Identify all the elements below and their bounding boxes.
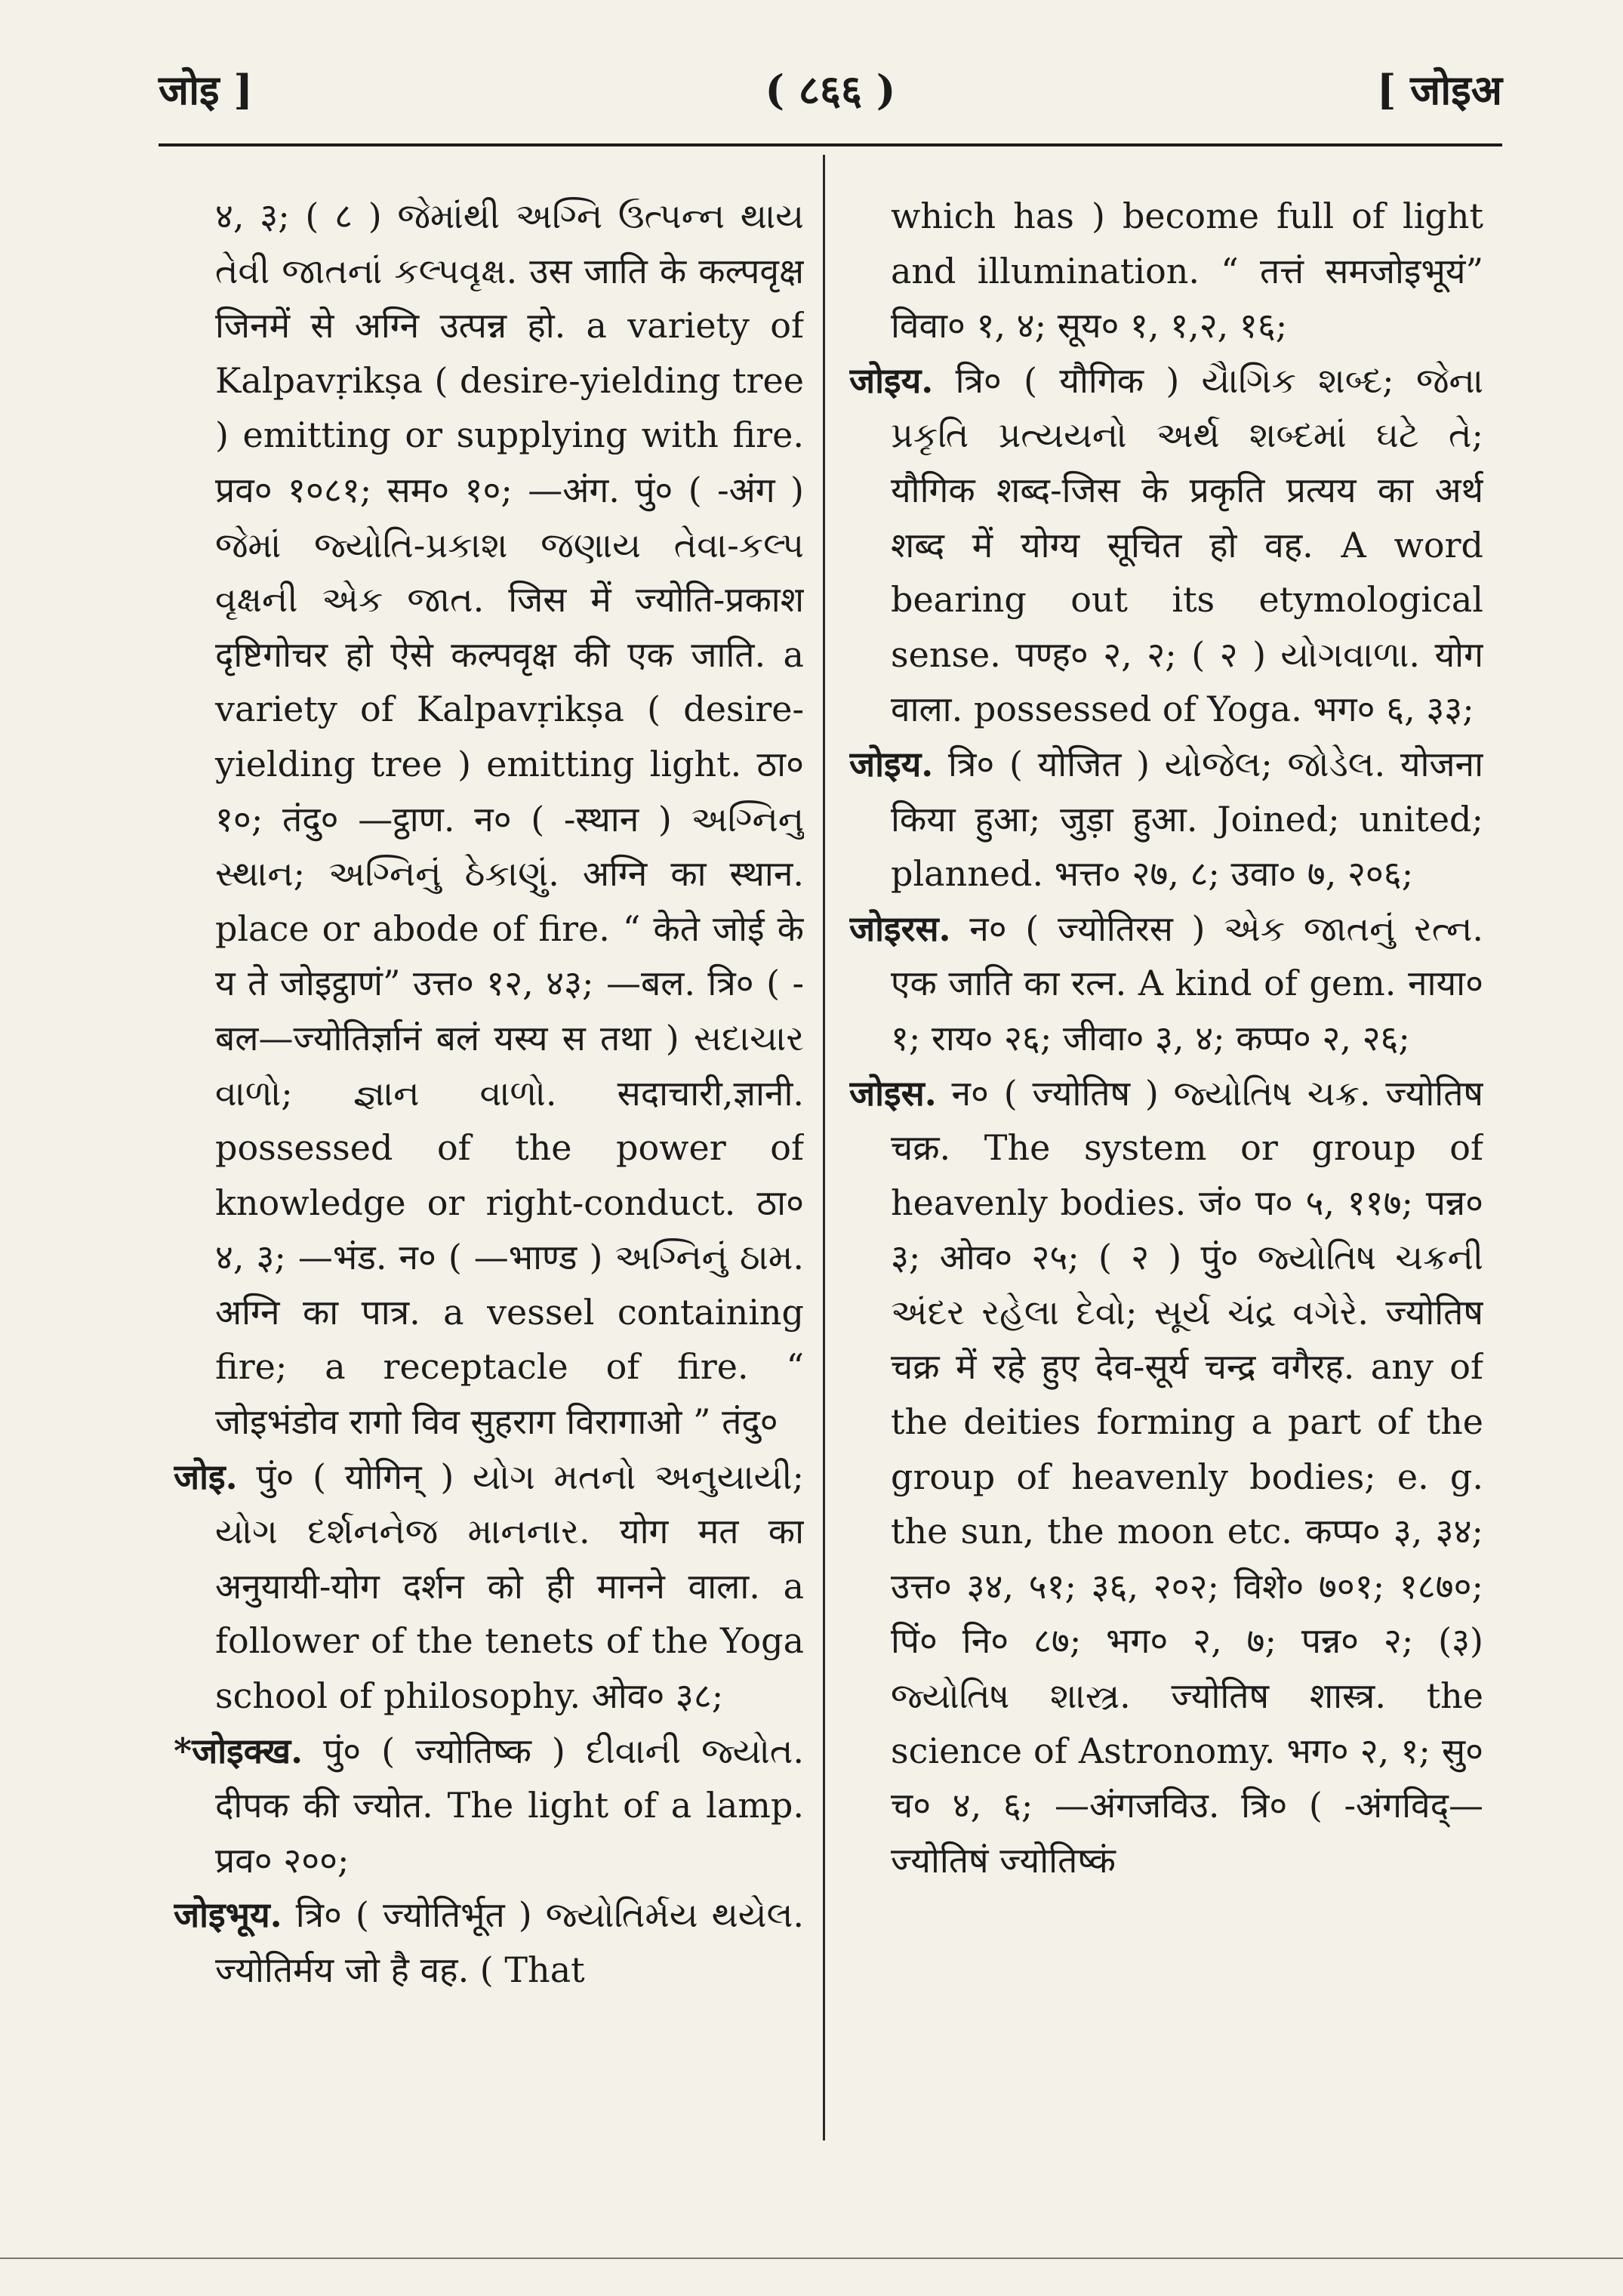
- dictionary-entry: [174, 1888, 804, 1997]
- footer-rule: [0, 2257, 1623, 2259]
- running-header: [159, 53, 1502, 128]
- dictionary-entry: [849, 737, 1483, 901]
- dictionary-entry: [849, 353, 1483, 737]
- entry-text: न० ( ज्योतिष ) જ્યોતિષ ચક્ર. ज्योतिष चक्र. The system or group of heavenly bodies. जं० प० ५, ११७; पन्न० ३; ओव० २५; ( २ ) पुं० જ્યોતિષ ચક્રની અંદર રહેલા દેવો; સૂર્ય ચંદ્ર વગેરે. ज्योतिष चक्र में रहे हुए देव-सूर्य चन्द्र वगैरह. any of the deities forming a part of the group of heavenly bodies; e. g. the sun, the moon etc. कप्प० ३, ३४; उत्त० ३४, ५१; ३६, २०२; विशे० ७०१; १८७०; पिं० नि० ८७; भग० २, ७; पन्न० २; (३) જ્યોતિષ શાસ્ત્ર. ज्योतिष शास्त्र. the science of Astronomy. भग० २, १; सु० च० ४, ६; —अंगजविउ. त्रि० ( -अंगविद्—ज्योतिषं ज्योतिष्कं: [891, 1072, 1483, 1881]
- dictionary-entry: [849, 189, 1483, 353]
- entry-headword: जोइक्ख.: [192, 1730, 303, 1771]
- left-guide-word: जोइ ]: [159, 66, 253, 114]
- dictionary-entry: [849, 901, 1483, 1066]
- entry-text: त्रि० ( यौगिक ) યૈાગિક શબ્દ; જેના પ્રકૃતિ પ્રત્યયનો અર્થ શબ્દમાં ઘટે તે; यौगिक शब्द-जिस के प्रकृति प्रत्यय का अर्थ शब्द में योग्य सूचित हो वह. A word bearing out its etymological sense. पण्ह० २, २; ( २ ) યોગવાળા. योग वाला. possessed of Yoga. भग० ६, ३३;: [891, 359, 1483, 730]
- entry-headword: जोइरस.: [849, 908, 951, 949]
- entry-headword: जोइय.: [849, 359, 934, 401]
- right-column: [849, 189, 1483, 2167]
- column-divider: [823, 155, 825, 2140]
- entry-headword: जोइय.: [849, 743, 934, 784]
- page-number: ( ८६६ ): [765, 66, 896, 114]
- entry-headword: जोइभूय.: [174, 1894, 282, 1936]
- entry-text: त्रि० ( ज्योतिर्भूत ) જ્યોતિર્મય થયેલ. ज्योतिर्मय जो है वह. ( That: [215, 1894, 804, 1990]
- entry-text: न० ( ज्योतिरस ) એક જાતનું રત્ન. एक जाति का रत्न. A kind of gem. नाया० १; राय० २६; जीवा० ३, ४; कप्प० २, २६;: [891, 908, 1483, 1059]
- entry-headword: जोइ.: [174, 1456, 238, 1497]
- right-guide-word: [ जोइअ: [1376, 66, 1502, 114]
- entry-text: ४, ३; ( ८ ) જેમાંથી અગ્નિ ઉત્પન્ન થાય તેવી જાતનાં કલ્પવૃક્ષ. उस जाति के कल्पवृक्ष जिनमें से अग्नि उत्पन्न हो. a variety of Kalpavṛikṣa ( desire-yielding tree ) emitting or supplying with fire. प्रव० १०८१; सम० १०; —अंग. पुं० ( -अंग ) જેમાં જ્યોતિ-પ્રકાશ જણાય તેવા-કલ્પ વૃક્ષની એક જાત. जिस में ज्योति-प्रकाश दृष्टिगोचर हो ऐसे कल्पवृक्ष की एक जाति. a variety of Kalpavṛikṣa ( desire-yielding tree ) emitting light. ठा० १०; तंदु० —ट्ठाण. न० ( -स्थान ) અગ્નિનુ સ્થાન; અગ્નિનું ઠેકાણું. अग्नि का स्थान. place or abode of fire. “ केते जोई के य ते जोइट्ठाणं” उत्त० १२, ४३; —बल. त्रि० ( -बल—ज्योतिर्ज्ञानं बलं यस्य स तथा ) સદાચાર વાળો; જ્ઞાન વાળો. सदाचारी,ज्ञानी. possessed of the power of knowledge or right-conduct. ठा० ४, ३; —भंड. न० ( —भाण्ड ) અગ્નિનું ઠામ. अग्नि का पात्र. a vessel containing fire; a receptacle of fire. “ जोइभंडोव रागो विव सुहराग विरागाओ ” तंदु०: [215, 196, 804, 1443]
- dictionary-entry: [174, 1724, 804, 1888]
- entry-text: पुं० ( ज्योतिष्क ) દીવાની જ્યોત. दीपक की ज्योत. The light of a lamp. प्रव० २००;: [215, 1730, 804, 1881]
- entry-text: त्रि० ( योजित ) યોજેલ; જોડેલ. योजना किया हुआ; जुड़ा हुआ. Joined; united; planned. भत्त० २७, ८; उवा० ७, २०६;: [891, 743, 1483, 895]
- entry-marker: *: [174, 1730, 192, 1771]
- entry-headword: जोइस.: [849, 1072, 937, 1114]
- dictionary-entry: [174, 189, 804, 1450]
- dictionary-entry: [849, 1066, 1483, 1888]
- left-column: [174, 189, 804, 2167]
- dictionary-entry: [174, 1450, 804, 1724]
- entry-text: पुं० ( योगिन् ) યોગ મતનો અનુયાયી; યોગ દર્શનનેજ માનનાર. योग मत का अनुयायी-योग दर्शन को ही मानने वाला. a follower of the tenets of the Yoga school of philosophy. ओव० ३८;: [215, 1456, 804, 1717]
- header-rule: [159, 143, 1502, 146]
- entry-text: which has ) become full of light and illumination. “ तत्तं समजोइभूयं” विवा० १, ४; सूय० १, १,२, १६;: [891, 196, 1483, 347]
